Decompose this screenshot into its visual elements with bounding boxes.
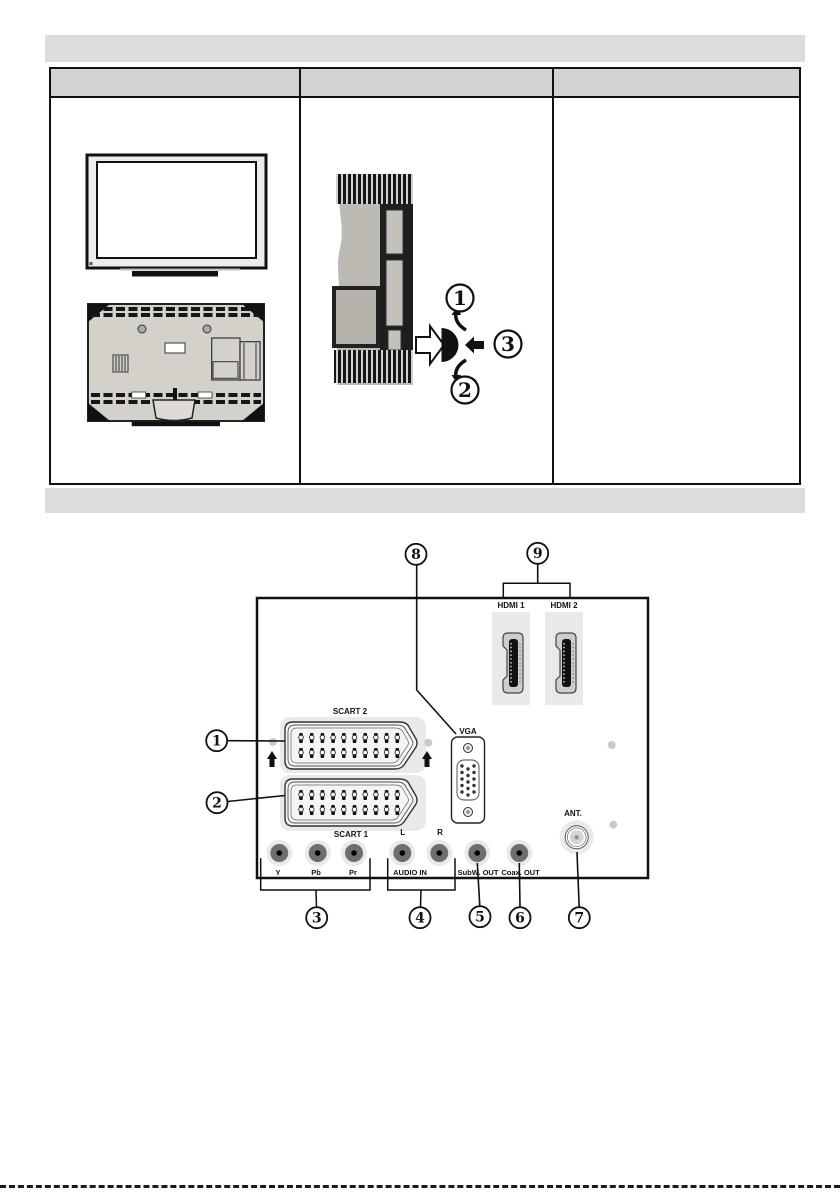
side-strip-panel-2 xyxy=(386,260,403,326)
rear-panel-diagram xyxy=(195,538,655,938)
panel-callout-4 xyxy=(410,907,431,928)
table-header-row xyxy=(51,69,799,98)
scart1-label: SCART 1 xyxy=(333,830,369,839)
power-led xyxy=(90,262,93,265)
panel-callout-8 xyxy=(406,544,427,565)
svg-text:9: 9 xyxy=(532,546,543,563)
panel-callout-1 xyxy=(206,730,227,751)
side-strip-panel-1 xyxy=(386,210,403,254)
audio-left-jack xyxy=(389,840,415,866)
table-column-divider-2 xyxy=(552,67,554,485)
side-callout-2 xyxy=(452,377,479,404)
scart2-connector xyxy=(285,722,417,769)
side-panel-frame xyxy=(334,288,378,346)
rear-detail-right xyxy=(198,392,212,398)
callout-drop-3 xyxy=(316,890,317,907)
tv-front-stand-neck xyxy=(120,269,240,271)
antenna-connector xyxy=(560,820,594,854)
tv-front-stand-base xyxy=(132,271,218,277)
rear-stand-hinge xyxy=(173,388,177,400)
screw-hole-1 xyxy=(269,738,277,746)
control-switch xyxy=(442,328,459,362)
component-pr-jack xyxy=(341,840,367,866)
screw-hole-3 xyxy=(608,741,616,749)
panel-callout-6 xyxy=(510,907,531,928)
screw-hole-4 xyxy=(609,821,617,829)
svg-text:4: 4 xyxy=(415,910,425,927)
audio-right-label: R xyxy=(437,828,443,837)
side-callout-1 xyxy=(447,285,474,312)
svg-text:1: 1 xyxy=(211,733,222,750)
audio-left-label: L xyxy=(400,828,406,837)
callout-drop-4 xyxy=(421,890,422,907)
side-callout-3 xyxy=(495,331,522,358)
rear-detail-left xyxy=(132,392,146,398)
rear-stand xyxy=(153,400,195,421)
hdmi2-label: HDMI 2 xyxy=(550,601,578,610)
tv-front-screen xyxy=(97,162,256,258)
callout-bracket-9 xyxy=(503,583,570,598)
scart1-connector xyxy=(285,779,417,826)
side-pointer-arrow xyxy=(416,326,444,364)
side-bottom-vent xyxy=(334,350,413,383)
vga-connector xyxy=(452,737,485,823)
screw-hole-2 xyxy=(424,739,432,747)
coax-out-jack xyxy=(506,840,532,866)
table-column-divider-1 xyxy=(299,67,301,485)
top-heading-bar xyxy=(45,35,805,62)
tv-side-view xyxy=(320,168,550,413)
svg-text:3: 3 xyxy=(311,910,322,927)
ant-label: ANT. xyxy=(564,809,582,818)
vga-label: VGA xyxy=(459,727,477,736)
tv-front-view xyxy=(70,140,290,285)
press-arrow xyxy=(465,337,484,354)
svg-text:3: 3 xyxy=(501,332,515,356)
rear-screw-right xyxy=(203,325,211,333)
coax-out-label: Coax. OUT xyxy=(501,868,540,877)
svg-text:5: 5 xyxy=(475,909,485,926)
side-strip-panel-3 xyxy=(388,330,401,350)
svg-text:2: 2 xyxy=(212,795,222,812)
scart2-label: SCART 2 xyxy=(332,707,368,716)
audio-in-label: AUDIO IN xyxy=(393,868,427,877)
pb-label: Pb xyxy=(311,868,321,877)
component-y-jack xyxy=(266,840,292,866)
y-label: Y xyxy=(275,868,281,877)
svg-text:2: 2 xyxy=(458,378,472,402)
panel-callout-9 xyxy=(527,543,548,564)
section-divider-bar xyxy=(45,488,805,513)
audio-right-jack xyxy=(426,840,452,866)
page-cut-line xyxy=(0,1185,840,1188)
rear-screw-left xyxy=(138,325,146,333)
component-pb-jack xyxy=(305,840,331,866)
subw-out-label: SubW. OUT xyxy=(457,868,499,877)
panel-callout-7 xyxy=(569,907,590,928)
subwoofer-out-jack xyxy=(464,840,490,866)
panel-callout-2 xyxy=(207,792,228,813)
pr-label: Pr xyxy=(349,868,357,877)
rear-stand-base xyxy=(132,422,220,427)
svg-text:7: 7 xyxy=(574,910,585,927)
panel-callout-3 xyxy=(306,907,327,928)
hdmi1-label: HDMI 1 xyxy=(497,601,525,610)
rear-side-panel xyxy=(240,342,260,380)
svg-text:8: 8 xyxy=(411,547,421,564)
side-top-vent xyxy=(336,174,413,204)
callout-line-6 xyxy=(519,863,520,907)
panel-callout-5 xyxy=(470,906,491,927)
rear-label-plate xyxy=(165,343,185,353)
tv-rear-view xyxy=(70,292,290,432)
svg-text:1: 1 xyxy=(453,286,467,310)
svg-text:6: 6 xyxy=(515,910,525,927)
